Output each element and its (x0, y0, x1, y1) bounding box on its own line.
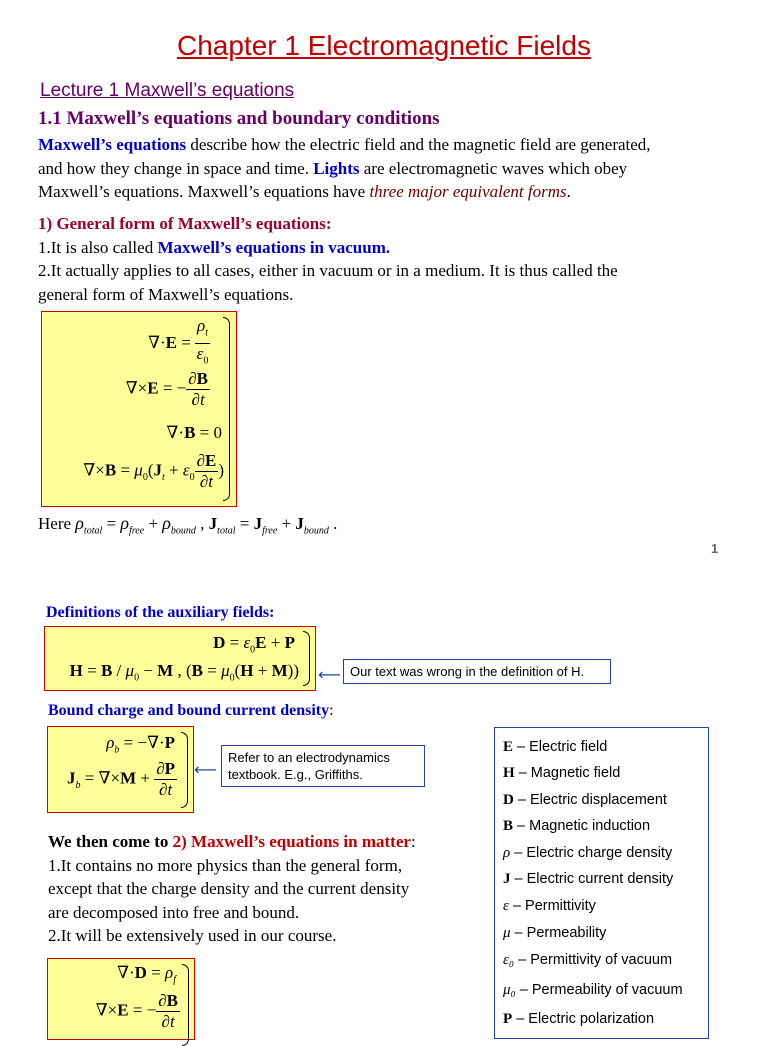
intro-paragraph (38, 133, 738, 204)
intro-text3: are electromagnetic waves which obey (359, 158, 628, 178)
matter-line4: 2.It will be extensively used in our course. (48, 926, 337, 945)
intro-text4: Maxwell’s equations. Maxwell’s equations have (38, 182, 370, 201)
bound-colon: : (329, 702, 334, 719)
matter-line3: are decomposed into free and bound. (48, 902, 300, 922)
legend-item: P – Electric polarization (503, 1011, 655, 1027)
legend-item: D – Electric displacement (503, 792, 667, 808)
general-form-line2: 2.It actually applies to all cases, either in vacuum or in a medium. It is thus called the (38, 261, 618, 280)
arrow-left-icon: ⟵ (318, 665, 341, 684)
aux-callout: Our text was wrong in the definition of H. (343, 659, 611, 684)
matter-term: 2) Maxwell’s equations in matter (172, 832, 411, 851)
legend-item: J – Electric current density (503, 871, 674, 887)
lecture-title: Lecture 1 Maxwell’s equations (40, 80, 295, 101)
bound-callout: Refer to an electrodynamics textbook. E.g., Griffiths. (221, 745, 425, 787)
general-form-line1-term: Maxwell’s equations in vacuum. (157, 237, 391, 257)
general-form-line3: general form of Maxwell’s equations. (38, 284, 294, 304)
intro-lights: Lights (313, 158, 360, 178)
intro-term: Maxwell’s equations (38, 135, 187, 154)
auxiliary-field-equations: $D = \varepsilon_0E + P$ $H = B / \mu_0 - M$ , $(B = \mu_0(H + M))$ (44, 626, 316, 691)
intro-text1: describe how the electric field and the magnetic field are generated, (186, 135, 651, 154)
matter-prefix: We then come to (48, 832, 173, 851)
section-title: 1.1 Maxwell’s equations and boundary conditions (38, 108, 440, 129)
matter-line1: 1.It contains no more physics than the general form, (48, 855, 403, 875)
legend-item: ε₀ – Permittivity of vacuum (503, 952, 673, 968)
matter-section (48, 830, 488, 948)
legend-item: ρ – Electric charge density (503, 845, 673, 861)
page-number: 1 (711, 541, 719, 556)
intro-forms: three major equivalent forms (369, 182, 567, 201)
chapter-title: Chapter 1 Electromagnetic Fields (177, 30, 591, 61)
arrow-left-icon: ⟵ (194, 760, 217, 779)
legend-item: ε – Permittivity (503, 898, 596, 914)
legend-item: H – Magnetic field (503, 765, 621, 781)
legend-item: E – Electric field (503, 739, 608, 755)
aux-heading: Definitions of the auxiliary fields: (46, 604, 275, 621)
legend-item: B – Magnetic induction (503, 818, 651, 834)
here-label: Here (38, 514, 72, 533)
bound-heading-line (48, 702, 334, 720)
matter-line2: except that the charge density and the current density (48, 879, 410, 898)
intro-period: . (566, 182, 571, 201)
legend-item: μ – Permeability (503, 925, 607, 941)
legend-item: μ₀ – Permeability of vacuum (503, 982, 683, 998)
maxwell-general-equations: ∇·E = $\frac{\rho_t}{\varepsilon_0}$ ∇×E = − $\frac{\partial B}{\partial t}$ ∇·B = 0 $\nabla\times B = \mu_0(J_t + \varepsilon_0$ $\frac{\partial E}{\partial t}$ ) (41, 311, 237, 507)
bound-charge-equations: $\rho_b = -\nabla\cdot P$ $J_b = \nabla\times M$ + $\frac{\partial P}{\partial t}$ (47, 726, 194, 813)
intro-text2: and how they change in space and time. (38, 158, 314, 178)
general-form-section (38, 212, 738, 306)
here-line: Here $\rho_{total} = \rho_{free} + \rho_{bound}$ , $J_{total} = J_{free} + J_{bound}$ . (38, 513, 338, 537)
maxwell-matter-equations: $\nabla\cdot D = \rho_f$ ∇×E = − $\frac{\partial B}{\partial t}$ (47, 958, 195, 1040)
symbol-legend (494, 727, 709, 1039)
general-form-line1-prefix: 1.It is also called (38, 237, 158, 257)
matter-colon: : (410, 832, 416, 851)
bound-heading: Bound charge and bound current density (48, 702, 330, 719)
general-form-heading: 1) General form of Maxwell’s equations: (38, 214, 332, 233)
